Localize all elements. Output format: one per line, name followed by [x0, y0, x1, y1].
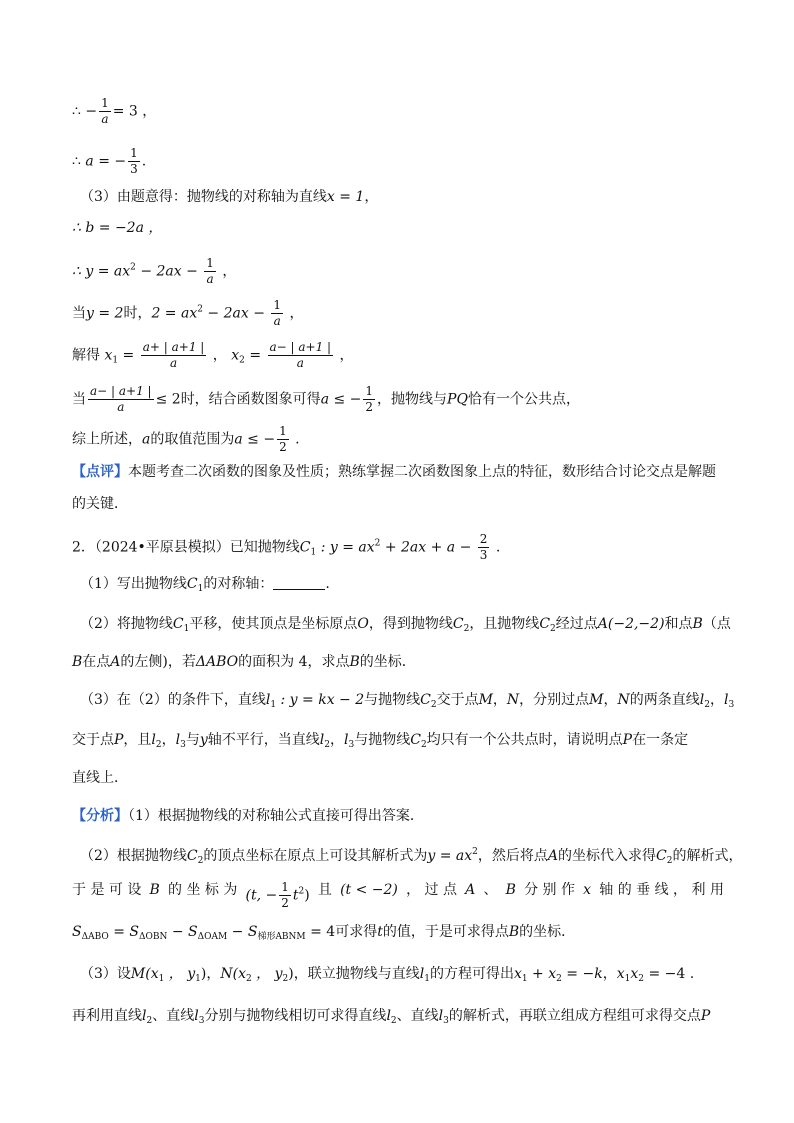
problem-2-title: 2．（2024•平原县模拟）已知抛物线$C_1$ : $y = ax^2 + 2ax + a$ − $\frac{2}{3}$ . — [72, 532, 501, 562]
analysis-line-6: 再利用直线$l_2$、直线$l_3$分别与抛物线相切可求得直线$l_2$、直线$l_3$的解析式，再联立组成方程组可求得交点P — [72, 1008, 711, 1026]
problem-2-part-3-end: 直线上． — [72, 770, 128, 786]
solution-line-5: ∴ $y = ax^2 - 2ax$ − $\frac{1}{a}$ ， — [72, 256, 237, 286]
fraction: $\frac{a- | a+1 |}{a}$ — [90, 384, 152, 414]
solution-line-7: 解得 $x_1$ = $\frac{a+ | a+1 |}{a}$ ， $x_2$ = $\frac{a- | a+1 |}{a}$ ， — [72, 340, 354, 370]
fraction: $\frac{1}{a}$ — [206, 256, 214, 286]
analysis-line-1: 【分析】（1）根据抛物线的对称轴公式直接可得出答案． — [72, 808, 424, 824]
solution-line-8: 当 $\frac{a- | a+1 |}{a}$ ≤ 2时，结合函数图象可得a ≤ − $\frac{1}{2}$ ，抛物线与PQ恰有一个公共点， — [72, 384, 580, 414]
problem-2-part-3: （3）在（2）的条件下，直线$l_1$ : y = kx − 2与抛物线$C_2$交于点M，N，分别过点M，N的两条直线$l_2$，$l_3$ — [80, 692, 735, 710]
fraction: $\frac{2}{3}$ — [479, 532, 488, 562]
analysis-line-5: （3）设$M(x_1$ ， $y_1$)，$N(x_2$ ， $y_2$)，联立抛物线与直线$l_1$的方程可得出$x_1 + x_2 = -k$，$x_1x_2 = -4$ . — [80, 966, 695, 984]
solution-line-2: ∴ a = − $\frac{1}{3}$ . — [72, 146, 147, 176]
solution-line-1: ∴ − $\frac{1}{a}$ = 3 ， — [72, 96, 157, 126]
problem-2-part-1: （1）写出抛物线$C_1$的对称轴： . — [80, 576, 330, 594]
analysis-label: 【分析】 — [72, 808, 128, 824]
problem-2-part-2-cont: B在点A的左侧)，若ΔABO的面积为 4，求点B的坐标． — [72, 654, 416, 670]
analysis-line-3: 于 是 可 设 B 的 坐 标 为 (t, − $\frac{1}{2}$ $t^2$) 且 (t < −2) ， 过 点 A 、 B 分 别 作 x 轴 的 垂 线 ， 利 用 — [72, 880, 724, 910]
fraction: $\frac{a- | a+1 |}{a}$ — [269, 340, 332, 370]
fraction: $\frac{1}{a}$ — [273, 298, 282, 328]
fraction: $\frac{1}{3}$ — [130, 146, 138, 176]
fraction: $\frac{1}{2}$ — [365, 384, 374, 414]
problem-2-part-2: （2）将抛物线$C_1$平移，使其顶点是坐标原点O，得到抛物线$C_2$，且抛物线$C_2$经过点A(−2,−2)和点B（点 — [80, 616, 731, 634]
answer-blank — [273, 575, 325, 590]
fraction: $\frac{1}{2}$ — [281, 880, 289, 910]
solution-line-9: 综上所述，a的取值范围为a ≤ − $\frac{1}{2}$ . — [72, 424, 300, 454]
analysis-line-2: （2）根据抛物线$C_2$的顶点坐标在原点上可设其解析式为$y = ax^2$，然后将点A的坐标代入求得$C_2$的解析式， — [80, 847, 743, 866]
problem-2-part-3-cont: 交于点P，且$l_2$，$l_3$与y轴不平行，当直线$l_2$，$l_3$与抛物线$C_2$均只有一个公共点时，请说明点P在一条定 — [72, 732, 689, 750]
review-line-1: 【点评】本题考查二次函数的图象及性质；熟练掌握二次函数图象上点的特征，数形结合讨论交点是解题 — [72, 464, 716, 480]
fraction: $\frac{a+ | a+1 |}{a}$ — [142, 340, 205, 370]
solution-line-6: 当y = 2时，$2 = ax^2 - 2ax$ − $\frac{1}{a}$ ， — [72, 298, 304, 328]
solution-line-4: ∴ b = −2a ， — [72, 220, 163, 236]
therefore-symbol: ∴ — [72, 103, 81, 120]
fraction: $\frac{1}{2}$ — [279, 424, 287, 454]
analysis-line-4: $S_{\Delta ABO} = S_{\Delta OBN} - S_{\Delta OAM} - S_{梯形ABNM} = 4$可求得t的值，于是可求得点B的坐标． — [72, 924, 576, 942]
review-line-2: 的关键． — [72, 496, 128, 512]
review-label: 【点评】 — [72, 464, 128, 480]
solution-line-3: （3）由题意得：抛物线的对称轴为直线x = 1， — [80, 189, 379, 205]
fraction: $\frac{1}{a}$ — [101, 96, 109, 126]
